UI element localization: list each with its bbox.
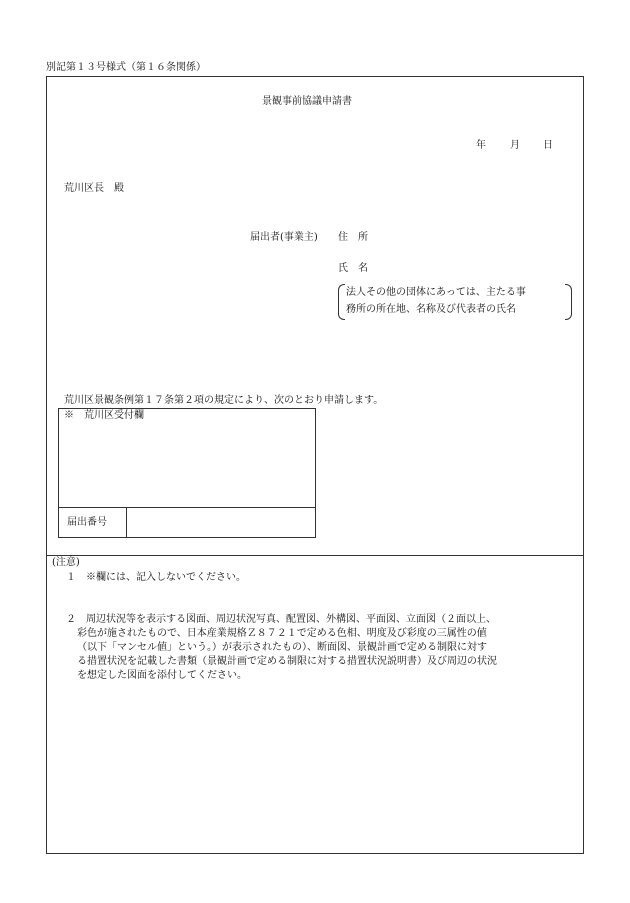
notes-divider [46, 555, 584, 556]
reception-label: ※ 荒川区受付欄 [64, 410, 144, 421]
applicant-label: 届出者(事業主) [250, 232, 318, 243]
notes-heading: (注意) [52, 557, 80, 568]
note-item-2-line1: ２ 周辺状況等を表示する図面、周辺状況写真、配置図、外構図、平面図、立面図（２面以上、 [66, 614, 496, 625]
form-reference: 別記第１３号様式（第１６条関係） [46, 62, 206, 73]
name-label: 氏 名 [338, 263, 368, 274]
request-statement: 荒川区景観条例第１７条第２項の規定により、次のとおり申請します。 [64, 395, 384, 406]
date-year-label: 年 [476, 140, 486, 151]
number-cell-divider [126, 507, 127, 538]
note-item-2-line2: 彩色が施されたもので、日本産業規格Ｚ８７２１で定める色相、明度及び彩度の三属性の値 [77, 628, 487, 639]
left-paren-bracket [338, 284, 345, 320]
corporate-note-line2: 務所の所在地、名称及び代表者の氏名 [346, 304, 516, 315]
corporate-note-line1: 法人その他の団体にあっては、主たる事 [346, 287, 526, 298]
note-item-2-line5: を想定した図面を添付してください。 [77, 670, 247, 681]
addressee: 荒川区長 殿 [64, 183, 124, 194]
form-title: 景観事前協議申請書 [262, 96, 352, 107]
right-paren-bracket [565, 284, 572, 320]
notification-number-label: 届出番号 [67, 517, 107, 528]
note-item-2-line4: る措置状況を記載した書類（景観計画で定める制限に対する措置状況説明書）及び周辺の状況 [77, 656, 497, 667]
date-day-label: 日 [543, 140, 553, 151]
address-label: 住 所 [338, 232, 368, 243]
note-item-2-line3: （以下「マンセル値」という。）が表示されたもの）、断面図、景観計画で定める制限に対す [77, 642, 487, 653]
note-item-1: １ ※欄には、記入しないでください。 [66, 572, 246, 583]
notification-number-field[interactable] [128, 508, 314, 537]
date-month-label: 月 [510, 140, 520, 151]
